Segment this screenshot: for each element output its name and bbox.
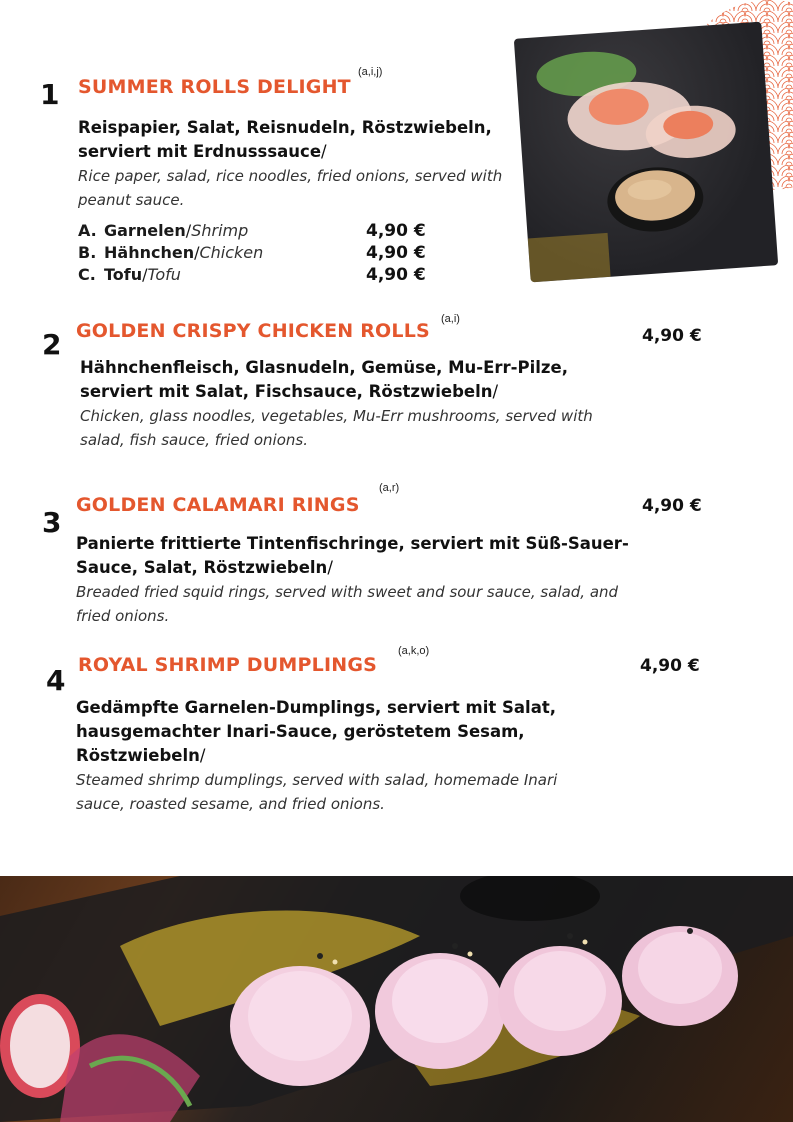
allergen-codes: (a,i) (441, 313, 460, 325)
dish-description: Reispapier, Salat, Reisnudeln, Röstzwiebeln, serviert mit Erdnusssauce/ Rice paper, salad, rice noodles, fried onions, served with peanut sauce. (78, 116, 528, 212)
dish-title: SUMMER ROLLS DELIGHT (78, 76, 351, 98)
description-english: Rice paper, salad, rice noodles, fried onions, served with peanut sauce. (78, 167, 503, 209)
dish-price: 4,90 € (642, 326, 702, 346)
description-german: Hähnchenfleisch, Glasnudeln, Gemüse, Mu-Err-Pilze, serviert mit Salat, Fischsauce, Röstzwiebeln (80, 358, 568, 401)
dish-number: 4 (46, 664, 66, 697)
dish-description: Gedämpfte Garnelen-Dumplings, serviert mit Salat, hausgemachter Inari-Sauce, geröstetem Sesam, Röstzwiebeln/ Steamed shrimp dumplings, served with salad, homemade Inari sauce, roasted sesame, and fried onions. (76, 696, 596, 816)
description-german: Gedämpfte Garnelen-Dumplings, serviert mit Salat, hausgemachter Inari-Sauce, geröstetem Sesam, Röstzwiebeln (76, 698, 556, 765)
dish-title: ROYAL SHRIMP DUMPLINGS (78, 654, 377, 676)
dish-description: Hähnchenfleisch, Glasnudeln, Gemüse, Mu-Err-Pilze, serviert mit Salat, Fischsauce, Röstzwiebeln/ Chicken, glass noodles, vegetables, Mu-Err mushrooms, served with salad, fish sauce, fried onions. (80, 356, 620, 452)
description-german: Panierte frittierte Tintenfischringe, serviert mit Süß-Sauer-Sauce, Salat, Röstzwiebeln (76, 534, 629, 577)
allergen-codes: (a,i,j) (358, 66, 383, 78)
dish-title: GOLDEN CALAMARI RINGS (76, 494, 360, 516)
dish-number: 3 (42, 506, 62, 539)
variant-row: C. Tofu/Tofu (78, 265, 181, 284)
dish-title: GOLDEN CRISPY CHICKEN ROLLS (76, 320, 430, 342)
allergen-codes: (a,r) (379, 482, 400, 494)
dish-price: 4,90 € (640, 656, 700, 676)
variant-price: 4,90 € (366, 221, 426, 241)
variant-list (78, 220, 263, 286)
dish-number: 2 (42, 328, 62, 361)
description-english: Breaded fried squid rings, served with sweet and sour sauce, salad, and fried onions. (76, 583, 619, 625)
dumplings-photo (0, 876, 793, 1122)
description-english: Steamed shrimp dumplings, served with salad, homemade Inari sauce, roasted sesame, and fried onions. (76, 771, 558, 813)
allergen-codes: (a,k,o) (398, 645, 430, 657)
variant-row: B. Hähnchen/Chicken (78, 243, 264, 262)
description-german: Reispapier, Salat, Reisnudeln, Röstzwiebeln, serviert mit Erdnusssauce (78, 118, 492, 161)
variant-price: 4,90 € (366, 243, 426, 263)
summer-rolls-photo (514, 22, 778, 283)
dish-description: Panierte frittierte Tintenfischringe, serviert mit Süß-Sauer-Sauce, Salat, Röstzwiebeln/ Breaded fried squid rings, served with sweet and sour sauce, salad, and fried onions. (76, 532, 631, 628)
dish-number: 1 (40, 78, 60, 111)
description-english: Chicken, glass noodles, vegetables, Mu-Err mushrooms, served with salad, fish sauce, fried onions. (80, 407, 593, 449)
variant-prices (366, 220, 426, 286)
variant-row: A. Garnelen/Shrimp (78, 221, 249, 240)
variant-price: 4,90 € (366, 265, 426, 285)
dish-price: 4,90 € (642, 496, 702, 516)
